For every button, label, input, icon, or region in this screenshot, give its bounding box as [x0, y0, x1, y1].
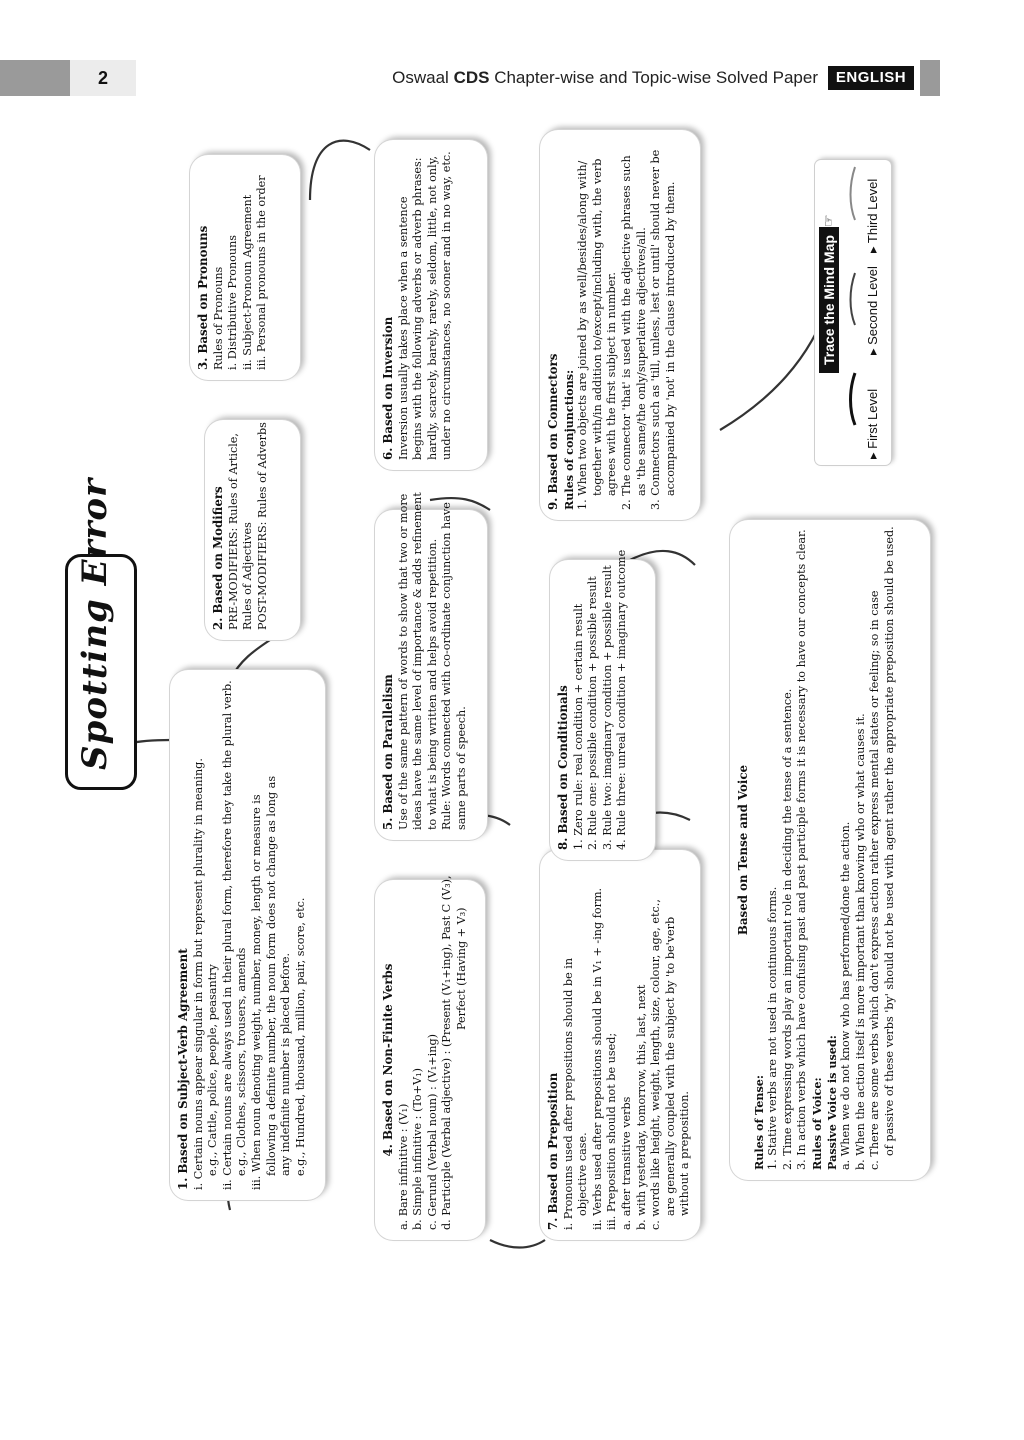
- box-text: agrees with the first subject in number.: [605, 272, 619, 496]
- box-heading: 8. Based on Conditionals: [556, 685, 570, 850]
- box-text: POST-MODIFIERS: Rules of Adverbs: [255, 422, 269, 630]
- box-subheading: Passive Voice is used:: [824, 1035, 839, 1170]
- box-tense-and-voice: [730, 520, 930, 1180]
- box-subheading: Rules of Voice:: [809, 1077, 824, 1170]
- mind-map-legend: [815, 160, 891, 465]
- book-subtitle: Chapter-wise and Topic-wise Solved Paper: [494, 68, 818, 87]
- box-text: ii. Verbs used after prepositions should be in V₁ + -ing form.: [590, 887, 604, 1230]
- box-text: Use of the same pattern of words to show that two or more: [396, 493, 410, 830]
- box-text: 4. Rule three: unreal condition + imaginary outcome: [615, 549, 629, 850]
- box-text: e.g., Clothes, scissors, trousers, amends: [235, 947, 249, 1176]
- box-text: b. with yesterday, tomorrow, this, last, next: [634, 984, 648, 1230]
- box-text: e.g., Cattle, police, people, peasantry: [206, 964, 220, 1176]
- box-text: Perfect (Having + V₃): [454, 907, 468, 1030]
- connector-b9-legend: [720, 300, 830, 430]
- box-text: hardly, scarcely, barely, rarely, seldom, little, not only,: [425, 155, 439, 460]
- legend-label: First Level: [865, 388, 880, 449]
- legend-line-samples: [815, 160, 891, 465]
- box-heading: 5. Based on Parallelism: [381, 674, 395, 830]
- box-text: 1. When two objects are joined by as well/besides/along with/: [576, 160, 590, 510]
- box-text: a. When we do not know who has performed/done the action.: [839, 821, 853, 1170]
- box-text: a. Bare infinitive : (V₁): [396, 1103, 410, 1230]
- box-text: accompanied by 'not' in the clause introduced by them.: [663, 181, 677, 496]
- box-text: as 'the same/the only/superlative adjectives/all.: [634, 227, 648, 496]
- box-text: 2. The connector 'that' is used with the adjective phrases such: [619, 155, 633, 510]
- box-heading: 1. Based on Subject-Verb Agreement: [176, 948, 190, 1190]
- box-non-finite-verbs: [375, 875, 485, 1240]
- connector-b4-b7: [490, 1240, 545, 1248]
- legend-third-level: ▸ Third Level: [865, 178, 880, 253]
- box-text: ii. Certain nouns are always used in their plural form, therefore they take the plural verb.: [220, 680, 234, 1190]
- box-text: Rule: Words connected with co-ordinate conjunction have: [440, 502, 454, 830]
- connector-b3-b6: [310, 141, 370, 200]
- box-text: b. Simple infinitive : (To+V₁): [411, 1068, 425, 1230]
- box-subject-verb-agreement: [170, 670, 325, 1200]
- box-text: Rules of Pronouns: [211, 266, 225, 370]
- box-text: 3. In action verbs which have confusing past and past participle forms it is necessary to have our concepts clear.: [795, 529, 809, 1170]
- box-subheading: Rules of Tense:: [751, 1075, 766, 1170]
- exam-name: CDS: [453, 68, 490, 87]
- box-text: 3. Connectors such as 'till, unless, lest or until' should never be: [649, 149, 663, 510]
- box-conditionals: [550, 549, 655, 860]
- box-text: 3. Rule two: imaginary condition + possible result: [600, 565, 614, 850]
- legend-label: Second Level: [865, 266, 880, 345]
- box-text: c. words like height, weight, length, size, colour, age, etc.,: [649, 899, 663, 1230]
- box-pronouns: [190, 155, 300, 380]
- box-text: d. Participle (Verbal adjective) : (Present (V₁+ing), Past C (V₃),: [440, 875, 454, 1230]
- box-text: begins with the following adverbs or adverb phrases:: [411, 157, 425, 460]
- box-text: ii. Subject-Pronoun Agreement: [240, 194, 254, 370]
- box-text: iii. When noun denoting weight, number, money, length or measure is: [249, 794, 263, 1190]
- box-text: Inversion usually takes place when a sentence: [396, 196, 410, 460]
- box-text: same parts of speech.: [454, 706, 468, 830]
- connector-b5-b6: [430, 498, 490, 510]
- box-modifiers: [205, 420, 300, 640]
- box-text: iii. Personal pronouns in the order: [255, 175, 269, 370]
- box-connectors: [540, 130, 700, 520]
- box-text: ideas have the same level of importance & adds refinement: [411, 492, 425, 830]
- box-heading: 3. Based on Pronouns: [196, 225, 210, 370]
- box-text: to what is being written and helps avoid repetition.: [425, 538, 439, 830]
- box-parallelism: [375, 492, 487, 840]
- box-text: i. Distributive Pronouns: [226, 234, 240, 370]
- box-text: 1. Zero rule: real condition + certain result: [571, 603, 585, 850]
- box-text: PRE-MODIFIERS: Rules of Article,: [226, 433, 240, 630]
- legend-second-level: ▸ Second Level: [865, 266, 880, 355]
- hand-pointer-icon: ☞: [820, 214, 836, 227]
- publisher-name: Oswaal: [392, 68, 449, 87]
- box-text: iii. Preposition should not be used;: [605, 1032, 619, 1230]
- legend-label: Third Level: [865, 178, 880, 244]
- subject-tag: ENGLISH: [828, 66, 914, 90]
- box-subheading: Rules of conjunctions:: [561, 369, 576, 510]
- box-text: c. Gerund (Verbal noun) : (V₁+ing): [425, 1034, 439, 1230]
- box-preposition: [540, 850, 700, 1240]
- page-title: Spotting Error: [75, 478, 115, 770]
- box-inversion: [375, 140, 487, 470]
- box-text: i. Pronouns used after prepositions should be in: [561, 957, 575, 1230]
- mind-map: [70, 70, 950, 1380]
- box-text: a. after transitive verbs: [619, 1096, 633, 1230]
- box-text: 2. Rule one: possible condition + possible result: [586, 576, 600, 850]
- box-text: without a preposition.: [678, 1091, 692, 1216]
- box-heading: 4. Based on Non-Finite Verbs: [381, 963, 395, 1157]
- box-heading: Based on Tense and Voice: [736, 764, 750, 936]
- box-text: following a definite number, the noun form does not change as long as: [264, 775, 278, 1176]
- legend-first-level: ▸ First Level: [865, 388, 880, 459]
- box-text: c. There are some verbs which don't express action rather express mental states or feeling; so in case: [868, 590, 882, 1170]
- box-heading: 9. Based on Connectors: [546, 353, 560, 510]
- box-text: any indefinite number is placed before.: [279, 952, 293, 1176]
- box-text: are generally coupled with the subject by 'to be'verb: [663, 916, 677, 1216]
- box-text: 1. Stative verbs are not used in continuous forms.: [766, 886, 780, 1170]
- box-heading: 2. Based on Modifiers: [211, 486, 225, 630]
- box-heading: 6. Based on Inversion: [381, 316, 395, 460]
- box-text: b. When the action itself is more important than knowing who or what causes it.: [853, 713, 867, 1170]
- box-text: under no circumstances, no sooner and in no way, etc.: [440, 151, 454, 460]
- box-heading: 7. Based on Preposition: [546, 1072, 560, 1230]
- box-text: Rules of Adjectives: [241, 522, 255, 630]
- legend-title: Trace the Mind Map: [819, 227, 839, 373]
- box-text: together with/in addition to/except/including with, the verb: [590, 158, 604, 496]
- box-text: e.g., Hundred, thousand, million, pair, score, etc.: [293, 897, 307, 1176]
- page-number: 2: [70, 60, 136, 96]
- box-text: i. Certain nouns appear singular in form but represent plurality in meaning.: [191, 758, 205, 1190]
- box-text: 2. Time expressing words play an important role in deciding the tense of a sentence.: [780, 688, 794, 1170]
- box-text: objective case.: [576, 1132, 590, 1216]
- box-text: of passive of these verbs 'by' should not be used with agent rather the appropriate preposition should be used.: [882, 526, 896, 1156]
